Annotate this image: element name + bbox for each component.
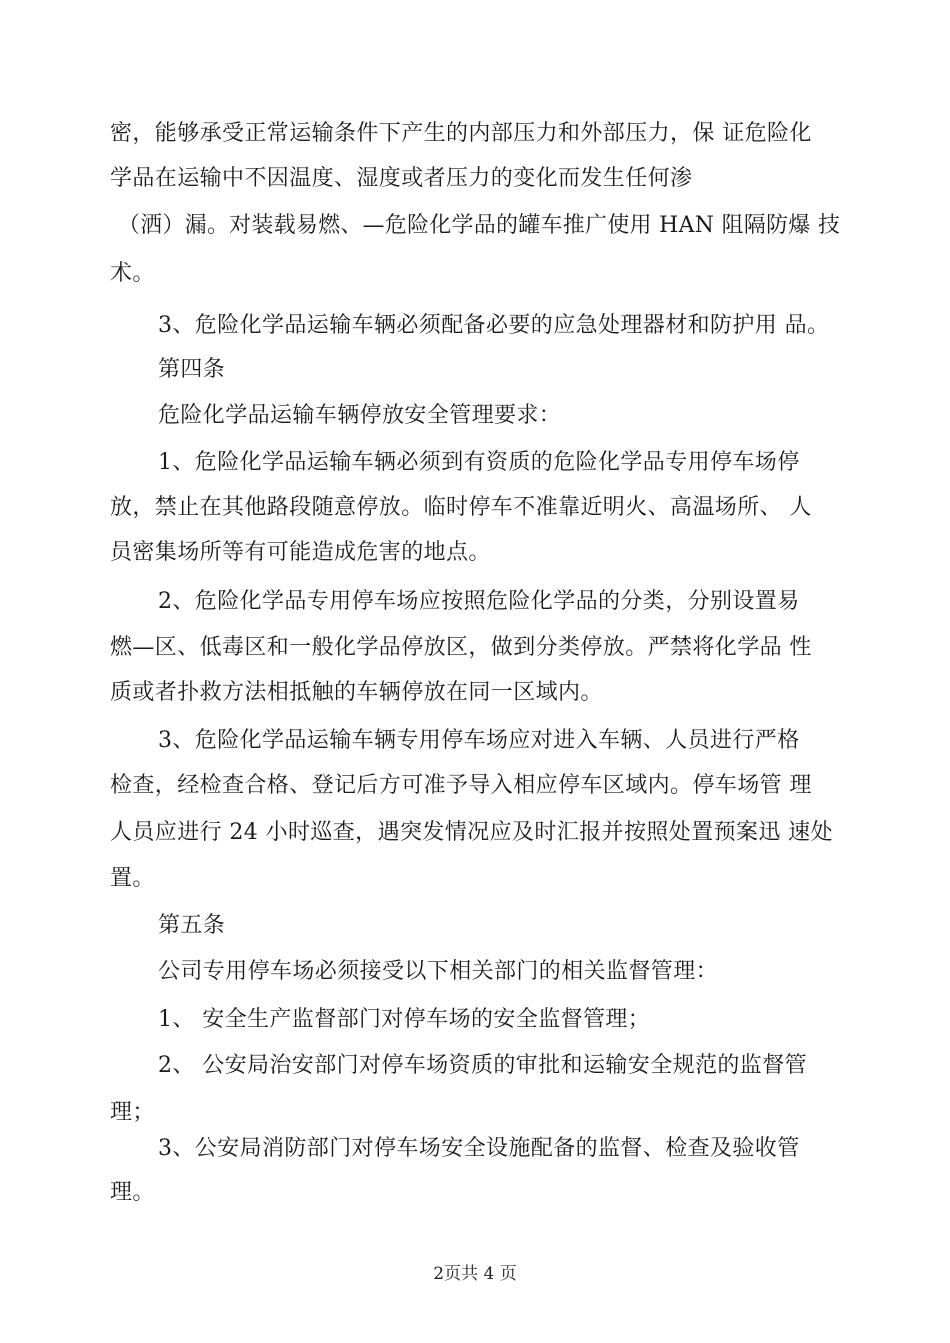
text-line-7: 危险化学品运输车辆停放安全管理要求：: [158, 403, 562, 428]
page-number-footer: 2页共 4 页: [433, 1264, 517, 1284]
section-heading-article-4: 第四条: [158, 357, 226, 382]
text-line-12: 燃—区、低毒区和一般化学品停放区，做到分类停放。严禁将化学品 性: [110, 635, 812, 660]
text-line-14: 3、危险化学品运输车辆专用停车场应对进入车辆、人员进行严格: [158, 728, 800, 753]
text-line-4: 术。: [110, 261, 155, 286]
text-line-20: 1、 安全生产监督部门对停车场的安全监督管理；: [158, 1007, 651, 1032]
text-line-23: 3、公安局消防部门对停车场安全设施配备的监督、检查及验收管: [158, 1136, 800, 1161]
text-line-11: 2、危险化学品专用停车场应按照危险化学品的分类，分别设置易: [158, 589, 800, 614]
text-line-8: 1、危险化学品运输车辆必须到有资质的危险化学品专用停车场停: [158, 450, 800, 475]
text-line-16: 人员应进行 24 小时巡查，遇突发情况应及时汇报并按照处置预案迅 速处: [110, 820, 833, 845]
text-line-3: （洒）漏。对装载易燃、—危险化学品的罐车推广使用 HAN 阻隔防爆 技: [118, 213, 841, 238]
text-line-19: 公司专用停车场必须接受以下相关部门的相关监督管理：: [158, 959, 719, 984]
text-line-21: 2、 公安局治安部门对停车场资质的审批和运输安全规范的监督管: [158, 1053, 807, 1078]
text-line-10: 员密集场所等有可能造成危害的地点。: [110, 540, 491, 565]
text-line-9: 放，禁止在其他路段随意停放。临时停车不准靠近明火、高温场所、 人: [110, 495, 812, 520]
text-line-5: 3、危险化学品运输车辆必须配备必要的应急处理器材和防护用 品。: [158, 313, 830, 338]
text-line-22: 理；: [110, 1100, 155, 1125]
text-line-17: 置。: [110, 866, 155, 891]
text-line-1: 密，能够承受正常运输条件下产生的内部压力和外部压力，保 证危险化: [110, 121, 812, 146]
section-heading-article-5: 第五条: [158, 913, 226, 938]
text-line-24: 理。: [110, 1180, 155, 1205]
text-line-2: 学品在运输中不因温度、湿度或者压力的变化而发生任何渗: [110, 166, 693, 191]
text-line-15: 检查，经检查合格、登记后方可准予导入相应停车区域内。停车场管 理: [110, 773, 812, 798]
text-line-13: 质或者扑救方法相抵触的车辆停放在同一区域内。: [110, 680, 603, 705]
